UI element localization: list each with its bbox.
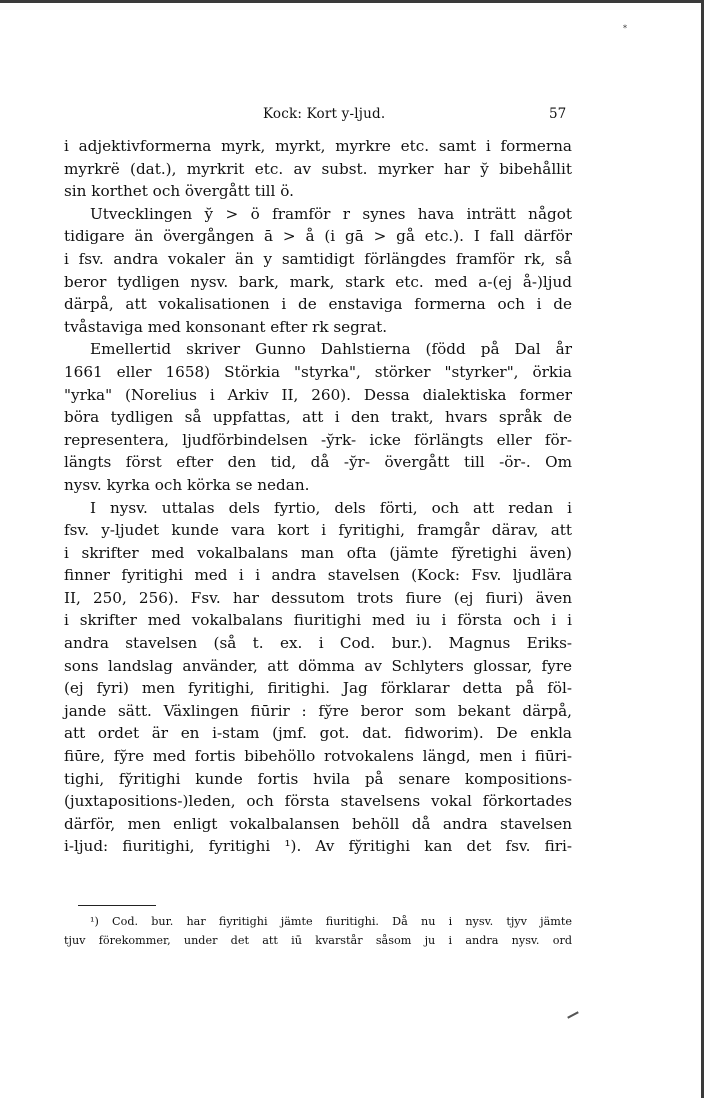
text-line: tidigare än övergången ā > å (i gā > gå etc.). I fall därför — [64, 227, 572, 246]
text-line: därför, men enligt vokalbalansen behöll då andra stavelsen — [64, 814, 572, 833]
text-line: tvåstaviga med konsonant efter rk segrat. — [64, 317, 388, 336]
text-line: fsv. y-ljudet kunde vara kort i fyritighi, framgår därav, att — [64, 521, 572, 540]
text-line: i fsv. andra vokaler än y samtidigt förlängdes framför rk, så — [64, 249, 572, 268]
text-line: i skrifter med vokalbalans fiuritighi med iu i första och i i — [64, 611, 572, 630]
text-line: "yrka" (Norelius i Arkiv II, 260). Dessa dialektiska former — [64, 385, 572, 404]
text-line: böra tydligen så uppfattas, att i den trakt, hvars språk de — [64, 408, 572, 427]
text-line: 1661 eller 1658) Störkia "styrka", störker "styrker", örkia — [64, 362, 572, 381]
text-line: finner fyritighi med i i andra stavelsen (Kock: Fsv. ljudlära — [64, 566, 572, 585]
footnotes — [64, 912, 572, 950]
text-line: i skrifter med vokalbalans man ofta (jämte fy̆retighi även) — [64, 543, 572, 562]
page-number: 57 — [549, 106, 567, 122]
text-line: representera, ljudförbindelsen -y̆rk- icke förlängts eller för- — [64, 430, 572, 449]
text-line: nysv. kyrka och körka se nedan. — [64, 475, 310, 494]
text-line: beror tydligen nysv. bark, mark, stark etc. med a-(ej å-)ljud — [64, 272, 572, 291]
text-line: jande sätt. Växlingen fiūrir : fy̆re beror som bekant därpå, — [64, 701, 572, 720]
text-line: längts först efter den tid, då -y̆r- övergått till -ör-. Om — [64, 453, 572, 472]
text-line: Emellertid skriver Gunno Dahlstierna (född på Dal år — [90, 340, 572, 359]
text-line: (juxtapositions-)leden, och första stavelsens vokal förkortades — [64, 792, 572, 811]
scan-edge-top — [0, 0, 704, 3]
text-line: (ej fyri) men fyritighi, firitighi. Jag förklarar detta på föl- — [64, 679, 572, 698]
running-title: Kock: Kort y-ljud. — [263, 106, 386, 122]
text-line: tighi, fy̆ritighi kunde fortis hvila på senare kompositions- — [64, 769, 572, 788]
text-line: I nysv. uttalas dels fyrtio, dels förti, och att redan i — [90, 498, 572, 517]
text-line: Utvecklingen y̆ > ö framför r synes hava inträtt något — [90, 204, 572, 223]
text-line: i adjektivformerna myrk, myrkt, myrkre etc. samt i formerna — [64, 137, 572, 155]
text-line: andra stavelsen (så t. ex. i Cod. bur.). Magnus Eriks- — [64, 634, 572, 653]
text-line: sin korthet och övergått till ö. — [64, 182, 294, 201]
body-text — [64, 135, 572, 858]
footnote-line: tjuv förekommer, under det att iū kvarstår såsom ju i andra nysv. ord — [64, 934, 572, 947]
text-line: därpå, att vokalisationen i de enstaviga formerna och i de — [64, 295, 572, 314]
footnote-line: ¹) Cod. bur. har fiyritighi jämte fiuritighi. Då nu i nysv. tjyv jämte — [90, 915, 572, 928]
text-line: i-ljud: fiuritighi, fyritighi ¹). Av fy̆ritighi kan det fsv. firi- — [64, 837, 572, 856]
footnote-rule — [78, 905, 156, 906]
text-line: att ordet är en i-stam (jmf. got. dat. fidworim). De enkla — [64, 724, 572, 743]
text-line: fiūre, fy̆re med fortis bibehöllo rotvokalens längd, men i fiūri- — [64, 747, 572, 766]
corner-mark: * — [623, 24, 627, 33]
text-line: II, 250, 256). Fsv. har dessutom trots fiure (ej fiuri) även — [64, 588, 572, 607]
text-line: myrkrë (dat.), myrkrit etc. av subst. myrker har y̆ bibehållit — [64, 159, 572, 178]
text-line: sons landslag använder, att dömma av Schlyters glossar, fyre — [64, 656, 572, 675]
pen-mark — [567, 1011, 579, 1018]
